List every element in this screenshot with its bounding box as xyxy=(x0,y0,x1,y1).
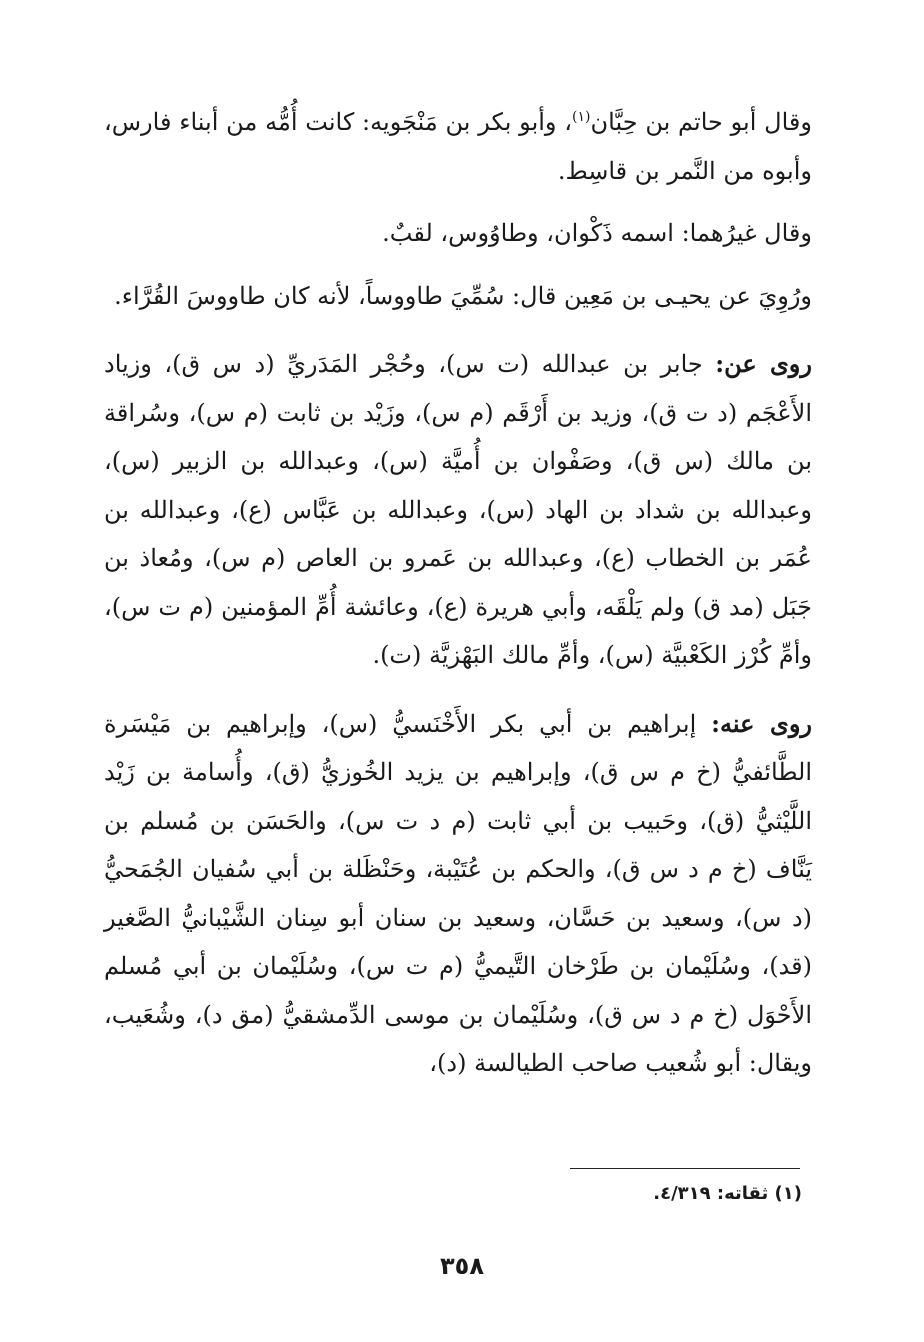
paragraph-text: إبراهيم بن أبي بكر الأَخْنَسيُّ (س)، وإبراهيم بن مَيْسَرة الطَّائفيُّ (خ م س ق)، وإبراهيم بن يزيد الخُوزيُّ (ق)، وأُسامة بن زَيْد اللَّيْثيُّ (ق)، وحَبيب بن أبي ثابت (م د ت س)، والحَسَن بن مُسلم بن يَنَّاف (خ م د س ق)، والحكم بن عُتَيْبة، وحَنْظَلة بن أبي سُفيان الجُمَحيُّ (د س)، وسعيد بن حَسَّان، وسعيد بن سنان أبو سِنان الشَّيْبانيُّ الصَّغير (قد)، وسُلَيْمان بن طَرْخان التَّيميُّ (م ت س)، وسُلَيْمان بن أبي مُسلم الأَحْوَل (خ م د س ق)، وسُلَيْمان بن موسى الدِّمشقيُّ (مق د)، وشُعَيب، ويقال: أبو شُعيب صاحب الطيالسة (د)، xyxy=(104,709,812,1077)
paragraph-name xyxy=(104,209,812,258)
page-body xyxy=(104,98,812,1088)
paragraph-narrated-by xyxy=(104,700,812,1088)
paragraph-narrated-from xyxy=(104,340,812,680)
footnote-reference: (١) xyxy=(572,109,591,125)
paragraph-text: وقال غيرُهما: اسمه ذَكْوان، وطاوُوس، لقبٌ. xyxy=(382,219,812,247)
paragraph-text: وقال أبو حاتم بن حِبَّان xyxy=(590,108,812,136)
section-heading-narrated-by: روى عنه: xyxy=(711,708,813,738)
paragraph-text: ورُوِيَ عن يحيـى بن مَعِين قال: سُمِّيَ طاووساً، لأنه كان طاووسَ القُرَّاء. xyxy=(114,281,812,310)
footnote: (١) ثقاته: ٤/٣١٩. xyxy=(653,1183,802,1204)
section-heading-narrated-from: روى عن: xyxy=(715,349,812,378)
paragraph-yahya xyxy=(104,272,812,321)
paragraph-text: جابر بن عبدالله (ت س)، وحُجْر المَدَريِّ (د س ق)، وزياد الأَعْجَم (د ت ق)، وزيد بن أَرْقَم (م س)، وزَيْد بن ثابت (م س)، وسُراقة بن مالك (س ق)، وصَفْوان بن أُميَّة (س)، وعبدالله بن الزبير (س)، وعبدالله بن شداد بن الهاد (س)، وعبدالله بن عَبَّاس (ع)، وعبدالله بن عُمَر بن الخطاب (ع)، وعبدالله بن عَمرو بن العاص (م س)، ومُعاذ بن جَبَل (مد ق) ولم يَلْقَه، وأبي هريرة (ع)، وعائشة أُمِّ المؤمنين (م ت س)، وأمِّ كُرْز الكَعْبيَّة (س)، وأمِّ مالك البَهْزيَّة (ت). xyxy=(104,350,813,669)
page-number: ٣٥٨ xyxy=(440,1252,484,1280)
paragraph-text-rest: ، وأبو بكر بن مَنْجَويه: كانت أُمُّه من أبناء فارس، وأبوه من النَّمر بن قاسِط. xyxy=(104,108,812,185)
footnote-divider xyxy=(570,1168,800,1169)
paragraph-ibn-hibban xyxy=(104,98,812,195)
